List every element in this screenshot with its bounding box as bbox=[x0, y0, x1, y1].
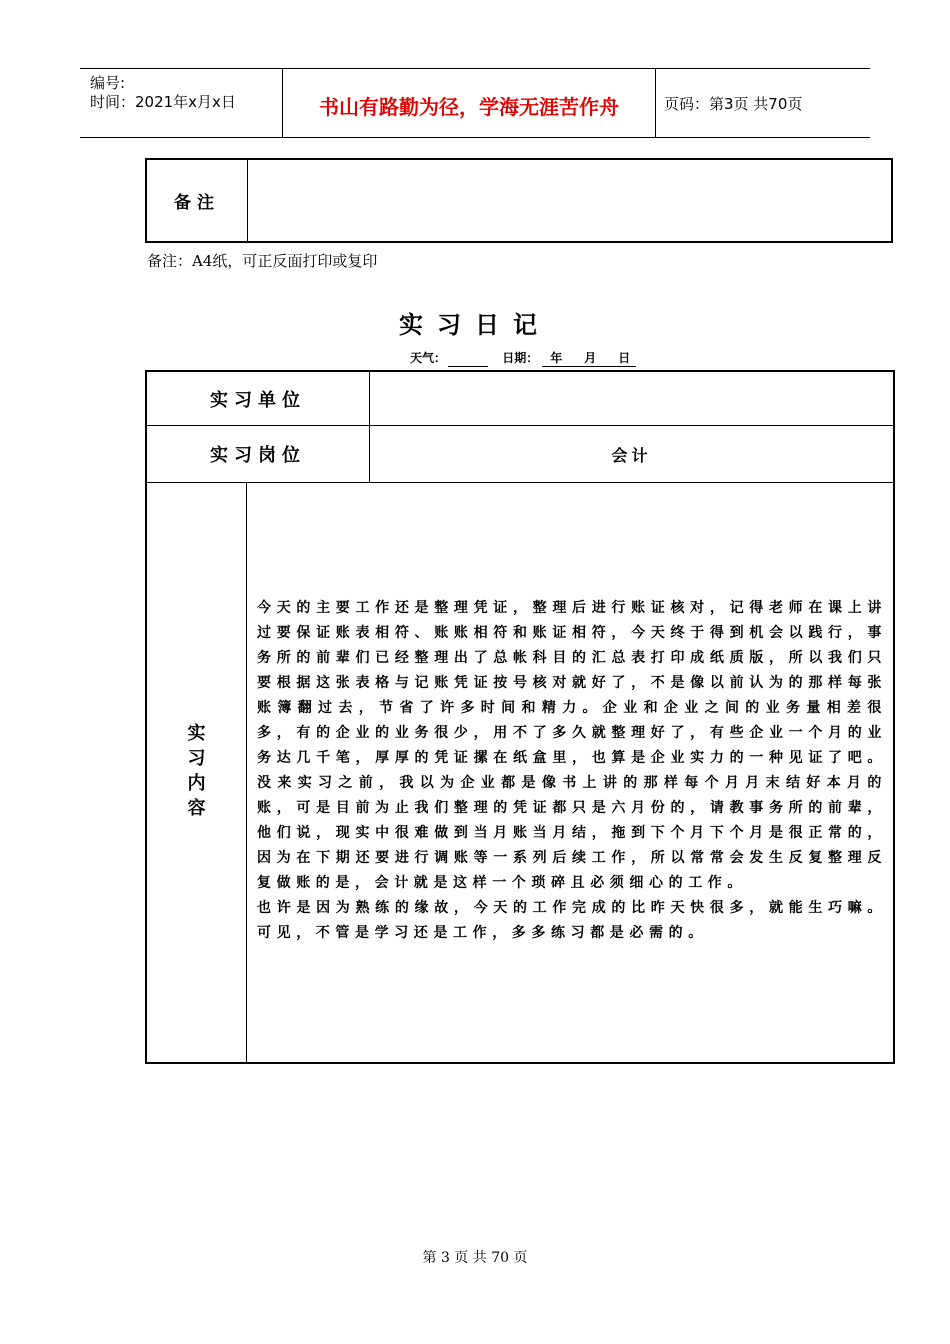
remarks-label: 备注 bbox=[174, 193, 220, 213]
content-label-char: 实 bbox=[187, 723, 206, 744]
content-paragraph: 今天的主要工作还是整理凭证，整理后进行账证核对，记得老师在课上讲过要保证账表相符、账账相符和账证相符，今天终于得到机会以践行，事务所的前辈们已经整理出了总帐科目的汇总表打印成纸质版，所以我们只要根据这张表格与记账凭证按号核对就好了，不是像以前认为的那样每张账簿翻过去，节省了许多时间和精力。企业和企业之间的业务量相差很多，有的企业的业务很少，用不了多久就整理好了，有些企业一个月的业务达几千笔，厚厚的凭证摞在纸盒里，也算是企业实力的一种见证了吧。没来实习之前，我以为企业都是像书上讲的那样每个月月末结好本月的账，可是目前为止我们整理的凭证都只是六月份的，请教事务所的前辈，他们说，现实中很难做到当月账当月结，拖到下个月下个月是很正常的，因为在下期还要进行调账等一系列后续工作，所以常常会发生反复整理反复做账的是，会计就是这样一个琐碎且必须细心的工作。 bbox=[257, 600, 887, 891]
weather-date-line bbox=[410, 349, 636, 367]
unit-value bbox=[370, 372, 893, 425]
remarks-value bbox=[247, 160, 891, 241]
page-footer: 第 3 页 共 70 页 bbox=[422, 1250, 528, 1266]
content-paragraph: 也许是因为熟练的缘故，今天的工作完成的比昨天快很多，就能生巧嘛。可见，不管是学习还是工作，多多练习都是必需的。 bbox=[257, 900, 887, 941]
unit-label: 实习单位 bbox=[147, 372, 370, 425]
content-label-char: 内 bbox=[187, 773, 206, 794]
date-day: 日 bbox=[618, 351, 631, 365]
page-info: 页码：第3页 共70页 bbox=[664, 95, 803, 113]
unit-row bbox=[147, 372, 893, 426]
date-line: 时间：2021年x月x日 bbox=[90, 93, 236, 111]
date-blank bbox=[542, 349, 636, 367]
post-row bbox=[147, 426, 893, 483]
post-value: 会计 bbox=[611, 445, 652, 465]
weather-blank bbox=[448, 354, 488, 367]
header-motto-cell bbox=[283, 69, 656, 137]
content-label-cell bbox=[147, 483, 247, 1062]
date-month: 月 bbox=[584, 351, 597, 365]
motto: 书山有路勤为径，学海无涯苦作舟 bbox=[319, 95, 619, 119]
remarks-table bbox=[145, 158, 893, 243]
post-label: 实习岗位 bbox=[147, 426, 370, 482]
weather-label: 天气： bbox=[410, 351, 447, 365]
content-label-char: 习 bbox=[187, 748, 206, 769]
header-meta-cell bbox=[80, 69, 283, 137]
content-row bbox=[147, 483, 893, 1062]
content-text bbox=[257, 596, 887, 946]
date-year: 年 bbox=[550, 351, 563, 365]
print-note: 备注：A4纸，可正反面打印或复印 bbox=[147, 252, 378, 270]
content-label-char: 容 bbox=[187, 798, 206, 819]
content-label bbox=[147, 721, 246, 821]
page-header bbox=[80, 68, 870, 138]
number-label: 编号: bbox=[90, 74, 126, 92]
date-label: 日期： bbox=[502, 351, 539, 365]
diary-table bbox=[145, 370, 895, 1064]
diary-title: 实习日记 bbox=[399, 310, 551, 339]
